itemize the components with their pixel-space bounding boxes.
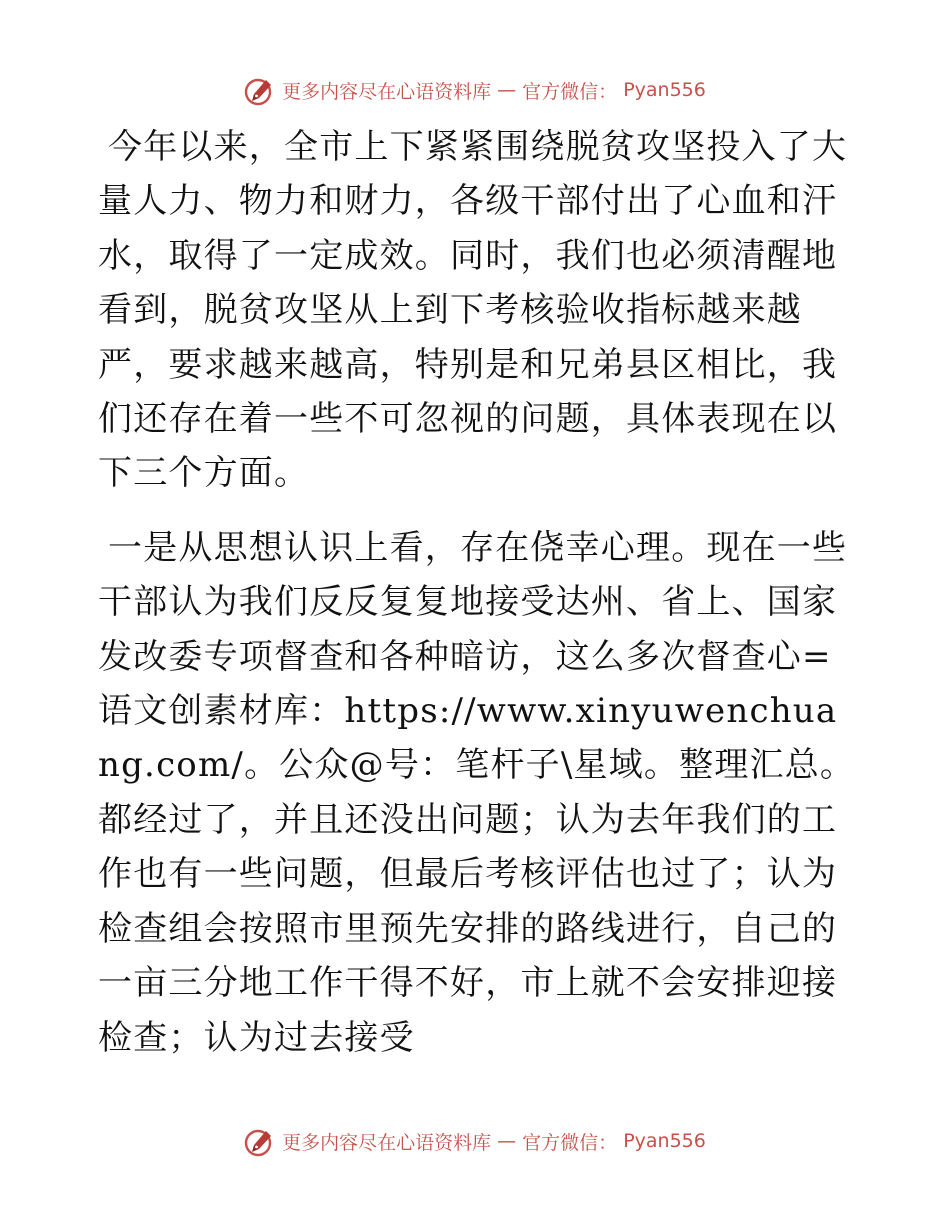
- banner-wechat-label: 官方微信：: [522, 1131, 618, 1154]
- banner-wechat-label: 官方微信：: [522, 80, 618, 103]
- banner-wechat-id: Pyan556: [623, 1130, 706, 1152]
- header-banner: [0, 70, 950, 110]
- document-body: [98, 120, 858, 1065]
- paragraph-1: 今年以来，全市上下紧紧围绕脱贫攻坚投入了大量人力、物力和财力，各级干部付出了心血和汗水，取得了一定成效。同时，我们也必须清醒地看到，脱贫攻坚从上到下考核验收指标越来越严，要求越来越高，特别是和兄弟县区相比，我们还存在着一些不可忽视的问题，具体表现在以下三个方面。: [98, 127, 848, 494]
- banner-separator: —: [497, 1130, 517, 1152]
- banner-separator: —: [497, 79, 517, 101]
- footer-banner: [0, 1121, 950, 1161]
- paragraph-2: 一是从思想认识上看，存在侥幸心理。现在一些干部认为我们反反复复地接受达州、省上、国家发改委专项督查和各种暗访，这么多次督查心=语文创素材库：https://www.xinyuwenchuang.com/。公众@号：笔杆子\星域。整理汇总。都经过了，并且还没出问题；认为去年我们的工作也有一些问题，但最后考核评估也过了；认为检查组会按照市里预先安排的路线进行，自己的一亩三分地工作干得不好，市上就不会安排迎接检查；认为过去接受: [98, 527, 856, 1058]
- banner-main-text: 更多内容尽在心语资料库: [282, 1131, 492, 1154]
- banner-wechat-id: Pyan556: [623, 79, 706, 101]
- pen-nib-logo-icon: [244, 74, 276, 106]
- banner-main-text: 更多内容尽在心语资料库: [282, 80, 492, 103]
- pen-nib-logo-icon: [244, 1125, 276, 1157]
